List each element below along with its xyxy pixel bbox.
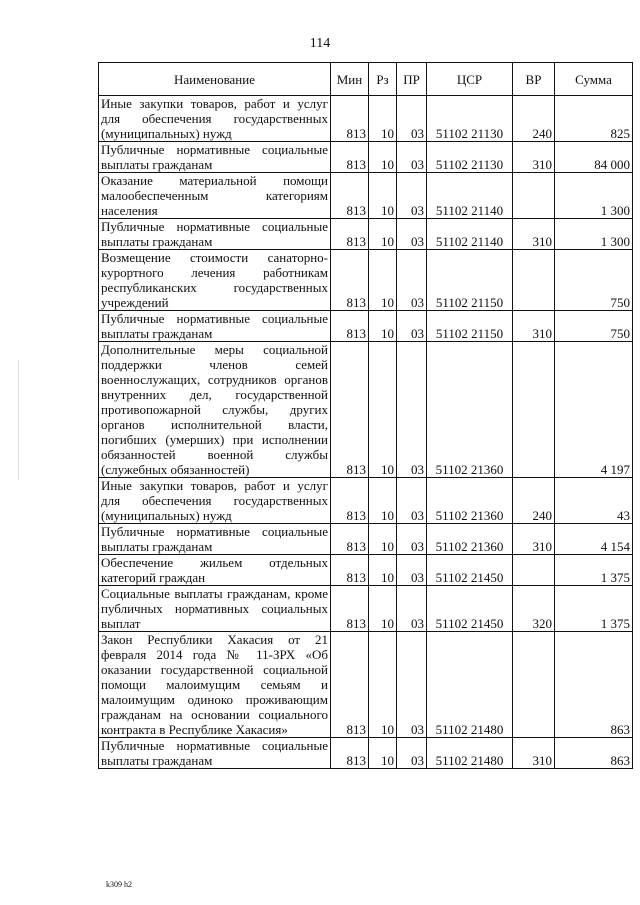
- cell-pr: 03: [397, 219, 427, 250]
- table-row: [99, 311, 633, 342]
- cell-csr: 51102 21140: [427, 219, 513, 250]
- cell-sum: 43: [555, 478, 633, 524]
- cell-sum: 1 375: [555, 555, 633, 586]
- cell-csr: 51102 21480: [427, 738, 513, 769]
- cell-csr: 51102 21150: [427, 311, 513, 342]
- table-row: [99, 478, 633, 524]
- cell-min: 813: [331, 524, 369, 555]
- table-row: [99, 586, 633, 632]
- page-number: 114: [309, 36, 331, 51]
- cell-min: 813: [331, 586, 369, 632]
- header-vr: ВР: [513, 63, 555, 96]
- cell-sum: 750: [555, 250, 633, 311]
- table-row: [99, 250, 633, 311]
- table-row: [99, 219, 633, 250]
- cell-csr: 51102 21130: [427, 142, 513, 173]
- table-row: [99, 173, 633, 219]
- cell-pr: 03: [397, 478, 427, 524]
- cell-min: 813: [331, 173, 369, 219]
- cell-rz: 10: [369, 96, 397, 142]
- cell-csr: 51102 21150: [427, 250, 513, 311]
- cell-sum: 863: [555, 738, 633, 769]
- cell-min: 813: [331, 142, 369, 173]
- cell-sum: 1 300: [555, 173, 633, 219]
- cell-vr: 240: [513, 96, 555, 142]
- cell-rz: 10: [369, 173, 397, 219]
- cell-name: Закон Республики Хакасия от 21 февраля 2014 года № 11-ЗРХ «Об оказании государственной социальной помощи малоимущим семьям и малоимущим одиноко проживающим гражданам на основании социального контракта в Республике Хакасия»: [99, 632, 331, 738]
- cell-sum: 4 197: [555, 342, 633, 478]
- cell-csr: 51102 21130: [427, 96, 513, 142]
- cell-vr: 310: [513, 142, 555, 173]
- cell-vr: [513, 632, 555, 738]
- cell-rz: 10: [369, 586, 397, 632]
- cell-pr: 03: [397, 632, 427, 738]
- cell-name: Оказание материальной помощи малообеспеченным категориям населения: [99, 173, 331, 219]
- cell-rz: 10: [369, 250, 397, 311]
- cell-name: Публичные нормативные социальные выплаты гражданам: [99, 219, 331, 250]
- cell-rz: 10: [369, 555, 397, 586]
- cell-vr: 310: [513, 311, 555, 342]
- cell-sum: 863: [555, 632, 633, 738]
- cell-pr: 03: [397, 311, 427, 342]
- cell-min: 813: [331, 250, 369, 311]
- header-csr: ЦСР: [427, 63, 513, 96]
- cell-name: Возмещение стоимости санаторно-курортного лечения работникам республиканских государственных учреждений: [99, 250, 331, 311]
- cell-pr: 03: [397, 555, 427, 586]
- table-row: [99, 632, 633, 738]
- table-row: [99, 555, 633, 586]
- cell-name: Иные закупки товаров, работ и услуг для обеспечения государственных (муниципальных) нужд: [99, 478, 331, 524]
- cell-vr: [513, 173, 555, 219]
- cell-min: 813: [331, 342, 369, 478]
- table-row: [99, 524, 633, 555]
- cell-vr: 310: [513, 524, 555, 555]
- cell-min: 813: [331, 311, 369, 342]
- cell-min: 813: [331, 96, 369, 142]
- cell-min: 813: [331, 632, 369, 738]
- cell-min: 813: [331, 219, 369, 250]
- header-min: Мин: [331, 63, 369, 96]
- header-pr: ПР: [397, 63, 427, 96]
- table-row: [99, 342, 633, 478]
- cell-rz: 10: [369, 478, 397, 524]
- cell-name: Дополнительные меры социальной поддержки членов семей военнослужащих, сотрудников органов внутренних дел, государственной противопожарной службы, других органов исполнительной власти, погибших (умерших) при исполнении обязанностей военной службы (служебных обязанностей): [99, 342, 331, 478]
- cell-vr: 240: [513, 478, 555, 524]
- cell-pr: 03: [397, 524, 427, 555]
- cell-min: 813: [331, 555, 369, 586]
- cell-name: Публичные нормативные социальные выплаты гражданам: [99, 524, 331, 555]
- cell-vr: [513, 342, 555, 478]
- header-sum: Сумма: [555, 63, 633, 96]
- budget-table: [98, 62, 633, 769]
- table-row: [99, 142, 633, 173]
- cell-pr: 03: [397, 250, 427, 311]
- cell-rz: 10: [369, 311, 397, 342]
- cell-rz: 10: [369, 142, 397, 173]
- cell-pr: 03: [397, 738, 427, 769]
- cell-csr: 51102 21450: [427, 555, 513, 586]
- cell-sum: 1 375: [555, 586, 633, 632]
- cell-rz: 10: [369, 219, 397, 250]
- cell-vr: [513, 250, 555, 311]
- cell-csr: 51102 21140: [427, 173, 513, 219]
- table-body: [99, 96, 633, 769]
- cell-csr: 51102 21480: [427, 632, 513, 738]
- table-header-row: [99, 63, 633, 96]
- scan-margin-mark: [18, 360, 19, 480]
- cell-rz: 10: [369, 632, 397, 738]
- cell-pr: 03: [397, 586, 427, 632]
- header-rz: Рз: [369, 63, 397, 96]
- cell-csr: 51102 21360: [427, 342, 513, 478]
- cell-vr: 310: [513, 219, 555, 250]
- cell-rz: 10: [369, 524, 397, 555]
- cell-min: 813: [331, 478, 369, 524]
- cell-pr: 03: [397, 142, 427, 173]
- cell-csr: 51102 21360: [427, 478, 513, 524]
- cell-sum: 825: [555, 96, 633, 142]
- table-row: [99, 738, 633, 769]
- cell-name: Обеспечение жильем отдельных категорий граждан: [99, 555, 331, 586]
- table-row: [99, 96, 633, 142]
- cell-csr: 51102 21450: [427, 586, 513, 632]
- footer-code: k309 h2: [106, 880, 132, 889]
- cell-name: Публичные нормативные социальные выплаты гражданам: [99, 311, 331, 342]
- cell-sum: 1 300: [555, 219, 633, 250]
- cell-name: Социальные выплаты гражданам, кроме публичных нормативных социальных выплат: [99, 586, 331, 632]
- cell-name: Публичные нормативные социальные выплаты гражданам: [99, 142, 331, 173]
- cell-vr: [513, 555, 555, 586]
- cell-name: Иные закупки товаров, работ и услуг для обеспечения государственных (муниципальных) нужд: [99, 96, 331, 142]
- cell-rz: 10: [369, 738, 397, 769]
- cell-sum: 4 154: [555, 524, 633, 555]
- cell-min: 813: [331, 738, 369, 769]
- cell-sum: 84 000: [555, 142, 633, 173]
- cell-csr: 51102 21360: [427, 524, 513, 555]
- cell-rz: 10: [369, 342, 397, 478]
- cell-sum: 750: [555, 311, 633, 342]
- cell-pr: 03: [397, 173, 427, 219]
- cell-vr: 310: [513, 738, 555, 769]
- cell-name: Публичные нормативные социальные выплаты гражданам: [99, 738, 331, 769]
- header-name: Наименование: [99, 63, 331, 96]
- cell-pr: 03: [397, 96, 427, 142]
- cell-vr: 320: [513, 586, 555, 632]
- cell-pr: 03: [397, 342, 427, 478]
